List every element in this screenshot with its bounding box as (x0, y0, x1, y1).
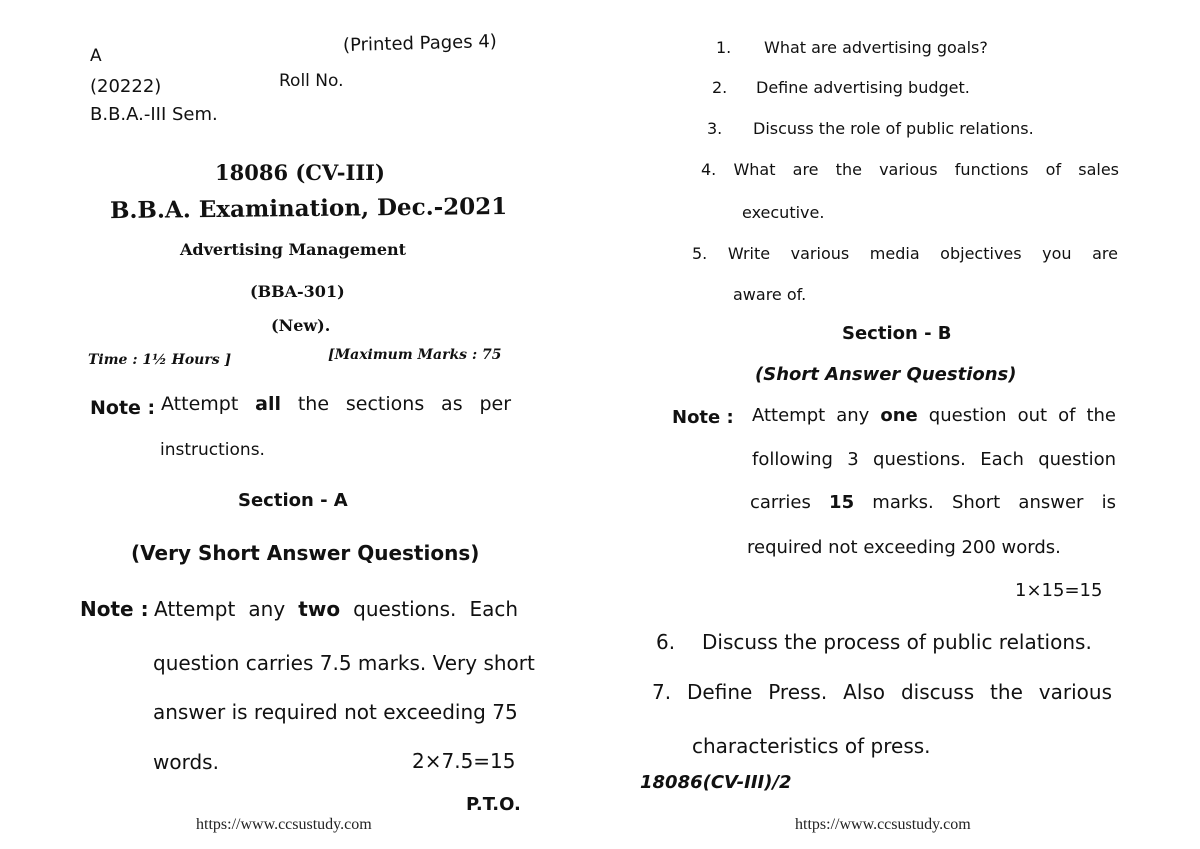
left-footer-url: https://www.ccsustudy.com (196, 816, 372, 833)
exam-title: B.B.A. Examination, Dec.-2021 (109, 192, 508, 225)
section-a-note-line-1: Attempt any two questions. Each (154, 597, 519, 621)
question-7-cont: characteristics of press. (692, 734, 931, 758)
right-footer-code: 18086(CV-III)/2 (640, 772, 792, 793)
section-b-note-label: Note : (672, 407, 734, 428)
subject: Advertising Management (180, 240, 407, 259)
question-7: 7. Define Press. Also discuss the various (652, 680, 1112, 704)
section-b-subtitle: (Short Answer Questions) (755, 364, 1017, 385)
section-b-title: Section - B (842, 323, 952, 344)
section-b-note-line-1: Attempt any one question out of the (752, 405, 1116, 426)
roll-no-label: Roll No. (279, 71, 344, 91)
question-2: 2. Define advertising budget. (712, 78, 970, 97)
section-a-title: Section - A (238, 490, 348, 511)
pto: P.T.O. (466, 794, 521, 815)
max-marks: [Maximum Marks : 75 (328, 347, 502, 363)
note-line-2: instructions. (160, 440, 265, 460)
paper-letter: A (90, 46, 102, 66)
section-b-note-line-4: required not exceeding 200 words. (747, 537, 1061, 558)
question-4: 4. What are the various functions of sales (701, 160, 1119, 179)
question-6: 6. Discuss the process of public relations. (656, 630, 1092, 654)
section-a-note-line-4: words. (153, 750, 219, 774)
scheme: (New). (271, 316, 331, 335)
semester: B.B.A.-III Sem. (90, 104, 218, 125)
section-a-note-label: Note : (80, 597, 149, 621)
section-b-note-line-3: carries 15 marks. Short answer is (750, 492, 1116, 513)
paper-id: (20222) (90, 76, 162, 97)
section-a-note-line-2: question carries 7.5 marks. Very short (153, 651, 535, 675)
question-5-cont: aware of. (733, 285, 807, 304)
note-line-1: Attempt all the sections as per (161, 393, 512, 415)
question-4-cont: executive. (742, 203, 825, 222)
section-a-note-line-3: answer is required not exceeding 75 (153, 700, 518, 724)
printed-pages: (Printed Pages 4) (342, 30, 498, 57)
section-a-marks: 2×7.5=15 (412, 749, 516, 773)
section-a-subtitle: (Very Short Answer Questions) (131, 541, 480, 565)
right-footer-url: https://www.ccsustudy.com (795, 816, 971, 833)
question-3: 3. Discuss the role of public relations. (707, 119, 1034, 138)
time-label: Time : 1½ Hours ] (88, 352, 232, 368)
section-b-note-line-2: following 3 questions. Each question (752, 449, 1116, 470)
course-code: (BBA-301) (250, 282, 345, 301)
question-1: 1. What are advertising goals? (716, 38, 988, 57)
section-b-marks: 1×15=15 (1015, 580, 1103, 601)
note-label: Note : (90, 397, 156, 419)
paper-code: 18086 (CV-III) (215, 160, 385, 185)
question-5: 5. Write various media objectives you are (692, 244, 1118, 263)
